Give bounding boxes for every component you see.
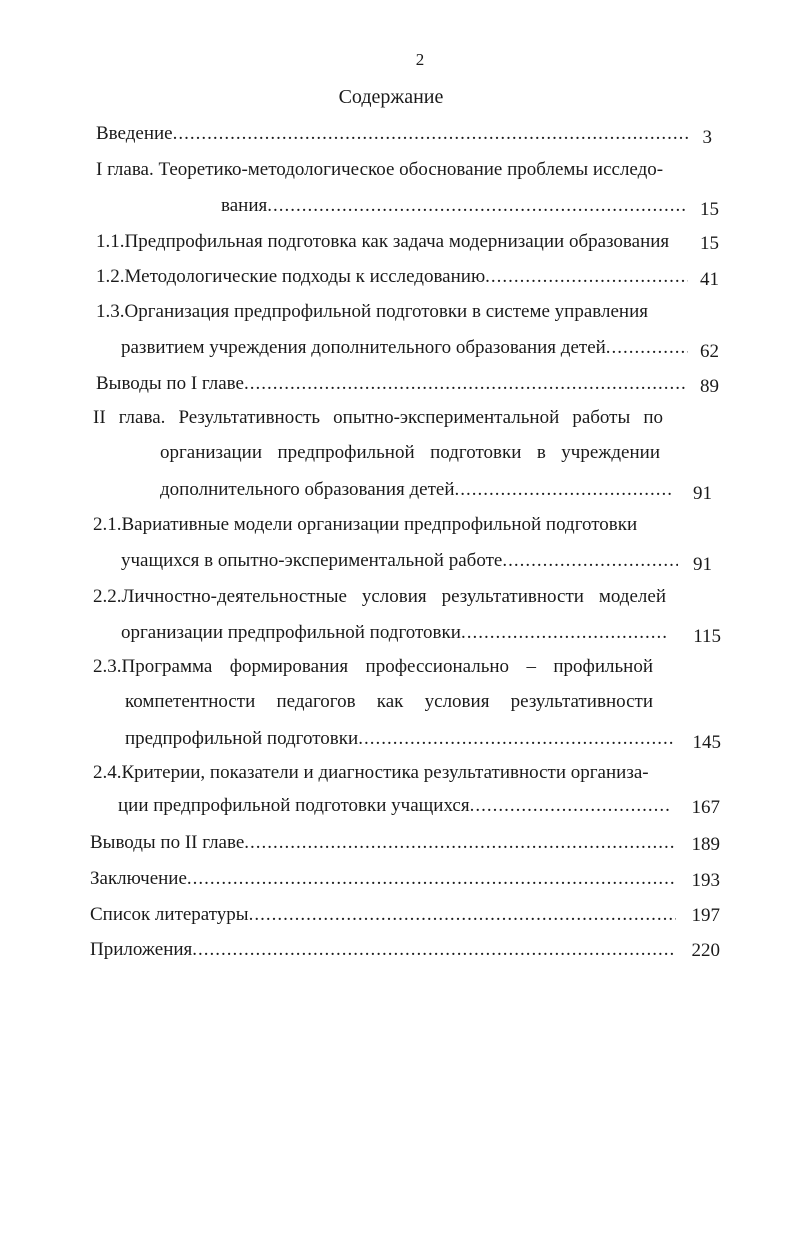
toc-entry-title: ции предпрофильной подготовки учащихся xyxy=(118,795,470,816)
toc-chapter2-line3 xyxy=(160,477,672,503)
toc-entry-title: учащихся в опытно-экспериментальной работе xyxy=(121,550,503,571)
toc-page-number: 197 xyxy=(691,905,720,926)
toc-entry-title: развитием учреждения дополнительного образования детей xyxy=(121,337,606,358)
toc-chapter2-line2: организации предпрофильной подготовки в учреждении xyxy=(160,442,660,463)
toc-section-2-1-line1: 2.1.Вариативные модели организации предпрофильной подготовки xyxy=(93,514,638,535)
toc-entry-title: Список литературы xyxy=(90,904,249,925)
toc-page-number: 193 xyxy=(691,870,720,891)
toc-chapter2-line1: II глава. Результативность опытно-экспериментальной работы по xyxy=(93,407,663,428)
toc-entry-intro xyxy=(96,121,688,147)
toc-page-number: 15 xyxy=(700,233,719,254)
toc-section-1-2 xyxy=(96,264,688,290)
leader-dots xyxy=(485,264,688,290)
toc-references xyxy=(90,902,676,928)
toc-entry-title: предпрофильной подготовки xyxy=(125,728,359,749)
toc-page-number: 167 xyxy=(691,797,720,818)
toc-page-number: 220 xyxy=(691,940,720,961)
toc-section-2-4-line1: 2.4.Критерии, показатели и диагностика результативности организа- xyxy=(93,762,649,783)
leader-dots xyxy=(192,937,676,963)
leader-dots xyxy=(187,866,676,892)
toc-entry-title: Выводы по II главе xyxy=(90,832,245,853)
toc-section-2-3-line2: компетентности педагогов как условия результативности xyxy=(125,691,653,712)
toc-page-number: 62 xyxy=(700,341,719,362)
toc-page-number: 189 xyxy=(691,834,720,855)
leader-dots xyxy=(244,830,676,856)
toc-entry-title: организации предпрофильной подготовки xyxy=(121,622,461,643)
toc-section-1-3-line2 xyxy=(121,335,688,361)
toc-section-2-2-line2 xyxy=(121,620,668,646)
leader-dots xyxy=(267,193,688,219)
toc-entry-title: дополнительного образования детей xyxy=(160,479,455,500)
toc-page-number: 91 xyxy=(693,483,712,504)
leader-dots xyxy=(502,548,678,574)
toc-entry-title: Выводы по I главе xyxy=(96,373,244,394)
leader-dots xyxy=(173,121,688,147)
toc-heading: Содержание xyxy=(338,86,444,108)
leader-dots xyxy=(455,477,673,503)
toc-conclusions-chapter2 xyxy=(90,830,676,856)
toc-page-number: 115 xyxy=(693,626,721,647)
toc-entry-title: Заключение xyxy=(90,868,187,889)
toc-section-1-3-line1: 1.3.Организация предпрофильной подготовки в системе управления xyxy=(96,301,648,322)
leader-dots xyxy=(470,793,672,819)
toc-section-2-4-line2 xyxy=(118,793,672,819)
toc-entry-title: Приложения xyxy=(90,939,193,960)
leader-dots xyxy=(244,371,686,397)
toc-entry-title: 1.2.Методологические подходы к исследованию xyxy=(96,266,486,287)
toc-page-number: 3 xyxy=(702,127,712,148)
toc-chapter1-line2 xyxy=(221,193,688,219)
toc-section-2-3-line1: 2.3.Программа формирования профессионально – профильной xyxy=(93,656,653,677)
toc-entry-title: Введение xyxy=(96,123,173,144)
leader-dots xyxy=(461,620,668,646)
toc-conclusion xyxy=(90,866,676,892)
toc-page-number: 89 xyxy=(700,376,719,397)
toc-page-number: 15 xyxy=(700,199,719,220)
leader-dots xyxy=(606,335,688,361)
toc-page-number: 41 xyxy=(700,269,719,290)
toc-section-2-2-line1: 2.2.Личностно-деятельностные условия результативности моделей xyxy=(93,586,666,607)
toc-conclusions-chapter1 xyxy=(96,371,686,397)
page-number: 2 xyxy=(415,50,425,69)
toc-chapter1-line1: I глава. Теоретико-методологическое обоснование проблемы исследо- xyxy=(96,159,664,180)
leader-dots xyxy=(249,902,676,928)
toc-section-2-3-line3 xyxy=(125,726,673,752)
toc-section-1-1: 1.1.Предпрофильная подготовка как задача модернизации образования xyxy=(96,231,670,252)
toc-page-number: 145 xyxy=(692,732,721,753)
leader-dots xyxy=(358,726,673,752)
toc-entry-title: вания xyxy=(221,195,268,216)
toc-page-number: 91 xyxy=(693,554,712,575)
toc-appendices xyxy=(90,937,676,963)
toc-section-2-1-line2 xyxy=(121,548,678,574)
